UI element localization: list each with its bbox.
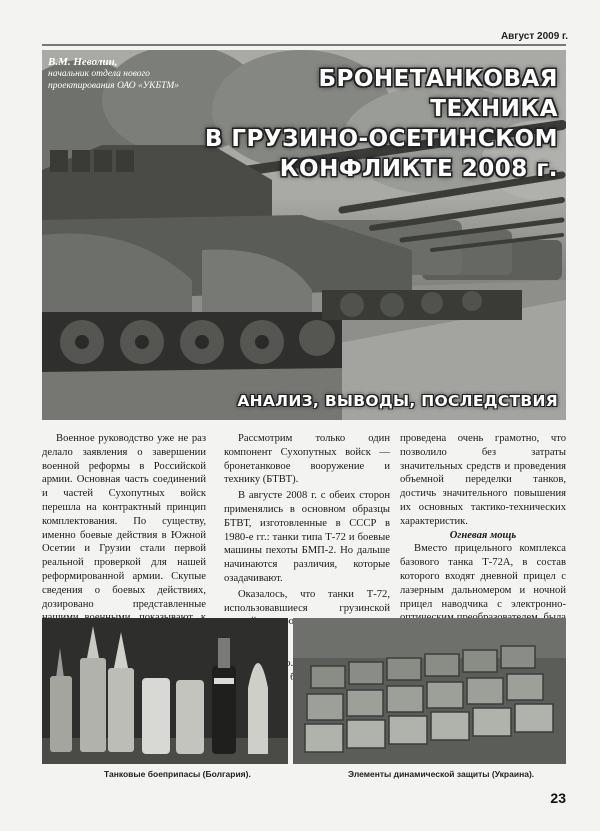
- photo-reactive-armor: [293, 618, 566, 764]
- page-number: 23: [550, 790, 566, 806]
- armor-blocks-illustration: [293, 618, 566, 764]
- header-rule: [42, 44, 566, 46]
- paragraph: Рассмотрим только один компонент Сухопутных войск — бронетанковое вооружение и технику (БТВТ).: [224, 433, 390, 486]
- section-heading: Огневая мощь: [449, 529, 517, 541]
- paragraph: проведена очень грамотно, что позволило без затраты значительных средств и проведения объемной переделки танков, достичь значительного повышения их основных тактико-технических характеристик.: [400, 433, 566, 527]
- issue-date: Август 2009 г.: [500, 31, 568, 42]
- title-line-3: КОНФЛИКТЕ 2008 г.: [279, 156, 558, 182]
- paragraph: В августе 2008 г. с обеих сторон применялись в основном образцы БТВТ, изготовленные в СССР в 1980-е гг.: танки типа Т-72 и боевые машины пехоты БМП-2. Но дальше начинаются различия, которые озадачивают.: [224, 490, 390, 584]
- title-line-2: В ГРУЗИНО-ОСЕТИНСКОМ: [204, 126, 558, 152]
- author-name: В.М. Неволин,: [48, 56, 118, 68]
- author-role-line-2: проектирования ОАО «УКБТМ»: [48, 81, 180, 91]
- ammunition-illustration: [42, 618, 288, 764]
- paragraph: Военное руководство уже не раз делало заявления о завершении военной реформы в Российской армии. Основная часть соединений и частей Сухопутных войск перешла на контрактный принцип комплектования. По существу, именно боевые действия в Южной Осетии и Грузии стали первой реальной проверкой для нашей реформированной армии. Скупые сведения о боевых действиях, дозировано представленные: [42, 433, 206, 610]
- article-title: [198, 64, 558, 184]
- title-line-1: БРОНЕТАНКОВАЯ ТЕХНИКА: [318, 66, 558, 122]
- author-credit: [48, 56, 179, 92]
- paragraph: Оказалось, что танки Т-72, использовавшиеся грузинской: [224, 588, 390, 614]
- article-subtitle: АНАЛИЗ, ВЫВОДЫ, ПОСЛЕДСТВИЯ: [237, 392, 558, 410]
- author-role-line-1: начальник отдела нового: [48, 69, 150, 79]
- paragraph: Вместо прицельного комплекса базового танка Т-72А, в состав которого входят дневной прицел с лазерным дальномером и ночной прицел наводчика с электронно-: [400, 543, 566, 610]
- photo-tank-ammunition: [42, 618, 288, 764]
- caption-reactive-armor: Элементы динамической защиты (Украина).: [348, 769, 535, 779]
- caption-ammunition: Танковые боеприпасы (Болгария).: [104, 769, 251, 779]
